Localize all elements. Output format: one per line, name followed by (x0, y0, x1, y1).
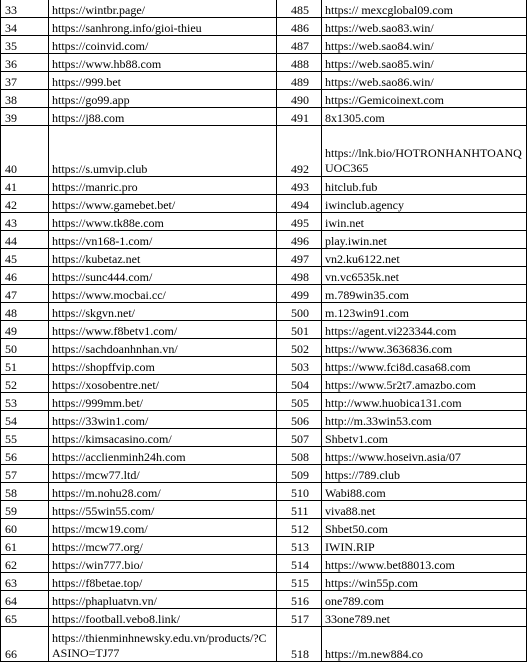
url-cell-left: https://55win55.com/ (49, 501, 277, 519)
url-cell-right: https://agent.vi223344.com (322, 321, 527, 339)
row-number-left: 38 (1, 90, 49, 108)
table-row (1, 267, 527, 285)
row-number-left: 44 (1, 231, 49, 249)
url-cell-left: https://shopffvip.com (49, 357, 277, 375)
row-number-right: 490 (277, 90, 322, 108)
url-cell-right: http://www.huobica131.com (322, 393, 527, 411)
url-cell-right: https://789.club (322, 465, 527, 483)
row-number-right: 502 (277, 339, 322, 357)
url-cell-left: https://acclienminh24h.com (49, 447, 277, 465)
row-number-right: 507 (277, 429, 322, 447)
row-number-right: 505 (277, 393, 322, 411)
url-cell-left: https://coinvid.com/ (49, 36, 277, 54)
url-cell-left: https://mcw77.org/ (49, 537, 277, 555)
row-number-left: 62 (1, 555, 49, 573)
url-cell-left: https://www.mocbai.cc/ (49, 285, 277, 303)
url-cell-right: https://www.5r2t7.amazbo.com (322, 375, 527, 393)
url-cell-right: https://win55p.com (322, 573, 527, 591)
url-cell-right: Shbetv1.com (322, 429, 527, 447)
table-row (1, 321, 527, 339)
url-cell-right: https://www.bet88013.com (322, 555, 527, 573)
row-number-left: 52 (1, 375, 49, 393)
row-number-right: 491 (277, 108, 322, 126)
table-row (1, 72, 527, 90)
url-cell-right: iwin.net (322, 213, 527, 231)
url-cell-right: one789.com (322, 591, 527, 609)
row-number-right: 504 (277, 375, 322, 393)
table-row (1, 231, 527, 249)
url-table-body (1, 0, 527, 662)
table-row (1, 36, 527, 54)
row-number-right: 492 (277, 126, 322, 177)
url-cell-left: https://33win1.com/ (49, 411, 277, 429)
table-row (1, 90, 527, 108)
row-number-left: 55 (1, 429, 49, 447)
row-number-left: 66 (1, 627, 49, 662)
row-number-left: 48 (1, 303, 49, 321)
row-number-left: 50 (1, 339, 49, 357)
row-number-right: 496 (277, 231, 322, 249)
row-number-right: 515 (277, 573, 322, 591)
table-row (1, 591, 527, 609)
url-cell-left: https://xosobentre.net/ (49, 375, 277, 393)
table-row (1, 501, 527, 519)
row-number-right: 514 (277, 555, 322, 573)
row-number-left: 35 (1, 36, 49, 54)
table-row (1, 249, 527, 267)
url-cell-left: https://www.tk88e.com (49, 213, 277, 231)
url-cell-right: 33one789.net (322, 609, 527, 627)
table-row (1, 555, 527, 573)
row-number-left: 47 (1, 285, 49, 303)
row-number-right: 511 (277, 501, 322, 519)
row-number-right: 488 (277, 54, 322, 72)
url-cell-left: https://wintbr.page/ (49, 0, 277, 18)
url-cell-left: https://phapluatvn.vn/ (49, 591, 277, 609)
table-row (1, 0, 527, 18)
url-cell-right: http://m.33win53.com (322, 411, 527, 429)
row-number-left: 56 (1, 447, 49, 465)
url-cell-left: https://mcw77.ltd/ (49, 465, 277, 483)
url-cell-left: https://skgvn.net/ (49, 303, 277, 321)
row-number-left: 63 (1, 573, 49, 591)
row-number-left: 45 (1, 249, 49, 267)
row-number-right: 512 (277, 519, 322, 537)
url-cell-right: viva88.net (322, 501, 527, 519)
table-row (1, 177, 527, 195)
row-number-right: 497 (277, 249, 322, 267)
url-cell-left: https://sunc444.com/ (49, 267, 277, 285)
row-number-left: 39 (1, 108, 49, 126)
row-number-right: 489 (277, 72, 322, 90)
table-row (1, 357, 527, 375)
table-row (1, 213, 527, 231)
url-cell-left: https://win777.bio/ (49, 555, 277, 573)
table-row (1, 393, 527, 411)
url-cell-left: https://mcw19.com/ (49, 519, 277, 537)
url-cell-left: https://www.f8betv1.com/ (49, 321, 277, 339)
url-cell-right: https://web.sao84.win/ (322, 36, 527, 54)
url-cell-left: https://kubetaz.net (49, 249, 277, 267)
url-cell-right: https://m.new884.co (322, 627, 527, 662)
url-cell-left: https://999.bet (49, 72, 277, 90)
table-row (1, 339, 527, 357)
row-number-left: 64 (1, 591, 49, 609)
table-row (1, 573, 527, 591)
row-number-left: 46 (1, 267, 49, 285)
table-row (1, 54, 527, 72)
row-number-left: 36 (1, 54, 49, 72)
row-number-right: 503 (277, 357, 322, 375)
url-cell-right: https://lnk.bio/HOTRONHANHTOANQUOC365 (322, 126, 527, 177)
url-cell-right: https://web.sao83.win/ (322, 18, 527, 36)
url-cell-right: Wabi88.com (322, 483, 527, 501)
row-number-left: 49 (1, 321, 49, 339)
row-number-right: 516 (277, 591, 322, 609)
row-number-left: 43 (1, 213, 49, 231)
row-number-right: 518 (277, 627, 322, 662)
url-cell-right: https://www.fci8d.casa68.com (322, 357, 527, 375)
url-cell-left: https://manric.pro (49, 177, 277, 195)
row-number-left: 61 (1, 537, 49, 555)
url-cell-right: https://www.hoseivn.asia/07 (322, 447, 527, 465)
row-number-left: 40 (1, 126, 49, 177)
url-cell-left: https://go99.app (49, 90, 277, 108)
row-number-right: 499 (277, 285, 322, 303)
row-number-left: 65 (1, 609, 49, 627)
table-row (1, 18, 527, 36)
url-cell-left: https://thienminhnewsky.edu.vn/products/?CASINO=TJ77 (49, 627, 277, 662)
table-row (1, 483, 527, 501)
url-cell-right: vn2.ku6122.net (322, 249, 527, 267)
url-cell-right: https://web.sao86.win/ (322, 72, 527, 90)
row-number-left: 54 (1, 411, 49, 429)
table-row (1, 126, 527, 177)
table-row (1, 108, 527, 126)
table-row (1, 429, 527, 447)
url-cell-left: https://999mm.bet/ (49, 393, 277, 411)
row-number-right: 493 (277, 177, 322, 195)
row-number-right: 510 (277, 483, 322, 501)
url-cell-right: https:// mexcglobal09.com (322, 0, 527, 18)
url-cell-left: https://m.nohu28.com/ (49, 483, 277, 501)
row-number-left: 34 (1, 18, 49, 36)
url-cell-right: https://Gemicoinext.com (322, 90, 527, 108)
url-cell-right: https://www.3636836.com (322, 339, 527, 357)
url-cell-right: m.123win91.com (322, 303, 527, 321)
table-row (1, 375, 527, 393)
url-cell-right: iwinclub.agency (322, 195, 527, 213)
table-row (1, 303, 527, 321)
row-number-right: 495 (277, 213, 322, 231)
row-number-left: 60 (1, 519, 49, 537)
table-row (1, 609, 527, 627)
url-cell-right: m.789win35.com (322, 285, 527, 303)
row-number-right: 501 (277, 321, 322, 339)
url-cell-left: https://vn168-1.com/ (49, 231, 277, 249)
url-cell-right: vn.vc6535k.net (322, 267, 527, 285)
table-row (1, 285, 527, 303)
url-cell-left: https://www.hb88.com (49, 54, 277, 72)
url-cell-right: IWIN.RIP (322, 537, 527, 555)
row-number-left: 57 (1, 465, 49, 483)
table-row (1, 537, 527, 555)
url-cell-left: https://j88.com (49, 108, 277, 126)
table-row (1, 195, 527, 213)
url-cell-left: https://sanhrong.info/gioi-thieu (49, 18, 277, 36)
row-number-left: 42 (1, 195, 49, 213)
row-number-left: 33 (1, 0, 49, 18)
url-cell-left: https://s.umvip.club (49, 126, 277, 177)
url-cell-left: https://football.vebo8.link/ (49, 609, 277, 627)
table-row (1, 411, 527, 429)
url-cell-right: Shbet50.com (322, 519, 527, 537)
row-number-right: 506 (277, 411, 322, 429)
url-cell-left: https://kimsacasino.com/ (49, 429, 277, 447)
table-row (1, 447, 527, 465)
row-number-right: 485 (277, 0, 322, 18)
url-cell-right: hitclub.fub (322, 177, 527, 195)
row-number-right: 508 (277, 447, 322, 465)
row-number-right: 486 (277, 18, 322, 36)
table-row (1, 465, 527, 483)
row-number-left: 51 (1, 357, 49, 375)
row-number-right: 498 (277, 267, 322, 285)
row-number-left: 59 (1, 501, 49, 519)
row-number-right: 509 (277, 465, 322, 483)
url-cell-left: https://www.gamebet.bet/ (49, 195, 277, 213)
url-cell-right: https://web.sao85.win/ (322, 54, 527, 72)
row-number-right: 500 (277, 303, 322, 321)
row-number-right: 487 (277, 36, 322, 54)
table-row (1, 627, 527, 662)
url-cell-right: play.iwin.net (322, 231, 527, 249)
row-number-left: 53 (1, 393, 49, 411)
row-number-right: 517 (277, 609, 322, 627)
row-number-right: 494 (277, 195, 322, 213)
url-cell-right: 8x1305.com (322, 108, 527, 126)
url-cell-left: https://f8betae.top/ (49, 573, 277, 591)
table-row (1, 519, 527, 537)
row-number-right: 513 (277, 537, 322, 555)
row-number-left: 58 (1, 483, 49, 501)
url-cell-left: https://sachdoanhnhan.vn/ (49, 339, 277, 357)
row-number-left: 37 (1, 72, 49, 90)
row-number-left: 41 (1, 177, 49, 195)
